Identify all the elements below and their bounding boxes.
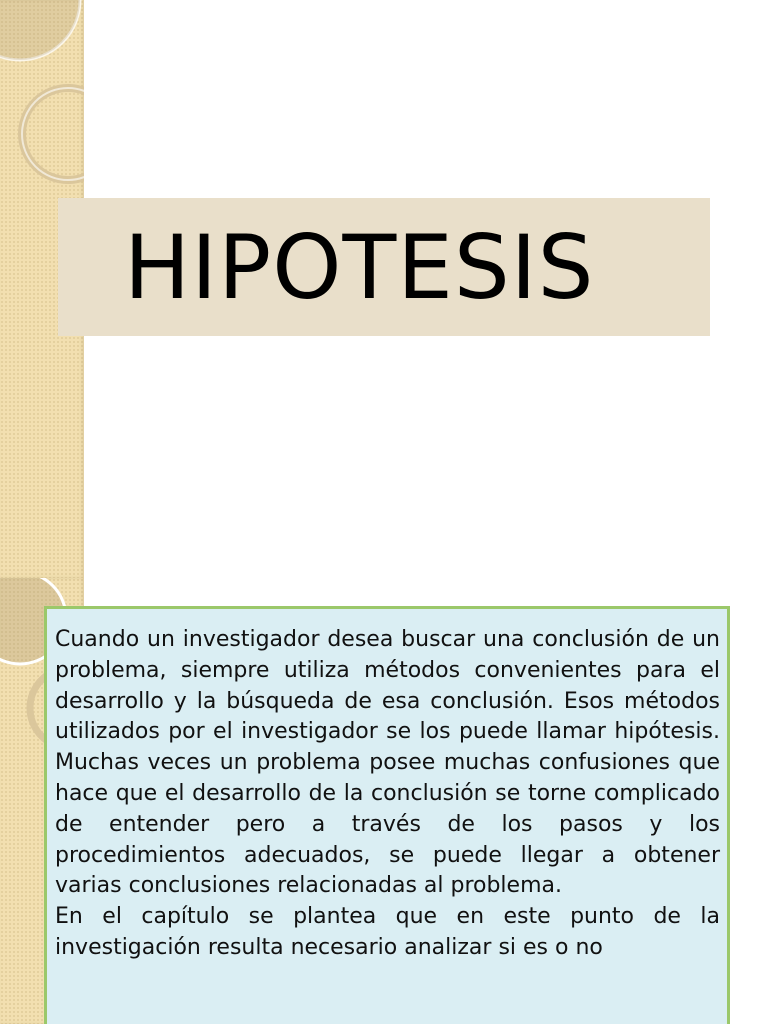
content-paragraph: En el capítulo se plantea que en este punto de la investigación resulta necesario analizar si es o no — [55, 904, 720, 960]
slide-content — [0, 578, 768, 1024]
slide-title-text: HIPOTESIS — [124, 216, 595, 319]
content-paragraph: Cuando un investigador desea buscar una conclusión de un problema, siempre utiliza métodos convenientes para el desarrollo y la búsqueda de esa conclusión. Esos métodos utilizados por el investigador se los puede llamar hipótesis. Muchas veces un problema posee muchas confusiones que hace que el desarrollo de la conclusión se torne complicado de entender pero a través de los pasos y los procedimientos adecuados, se puede llegar a obtener varias conclusiones relacionadas al problema. — [55, 627, 720, 899]
content-text-box — [44, 606, 730, 1024]
title-box — [58, 198, 710, 336]
